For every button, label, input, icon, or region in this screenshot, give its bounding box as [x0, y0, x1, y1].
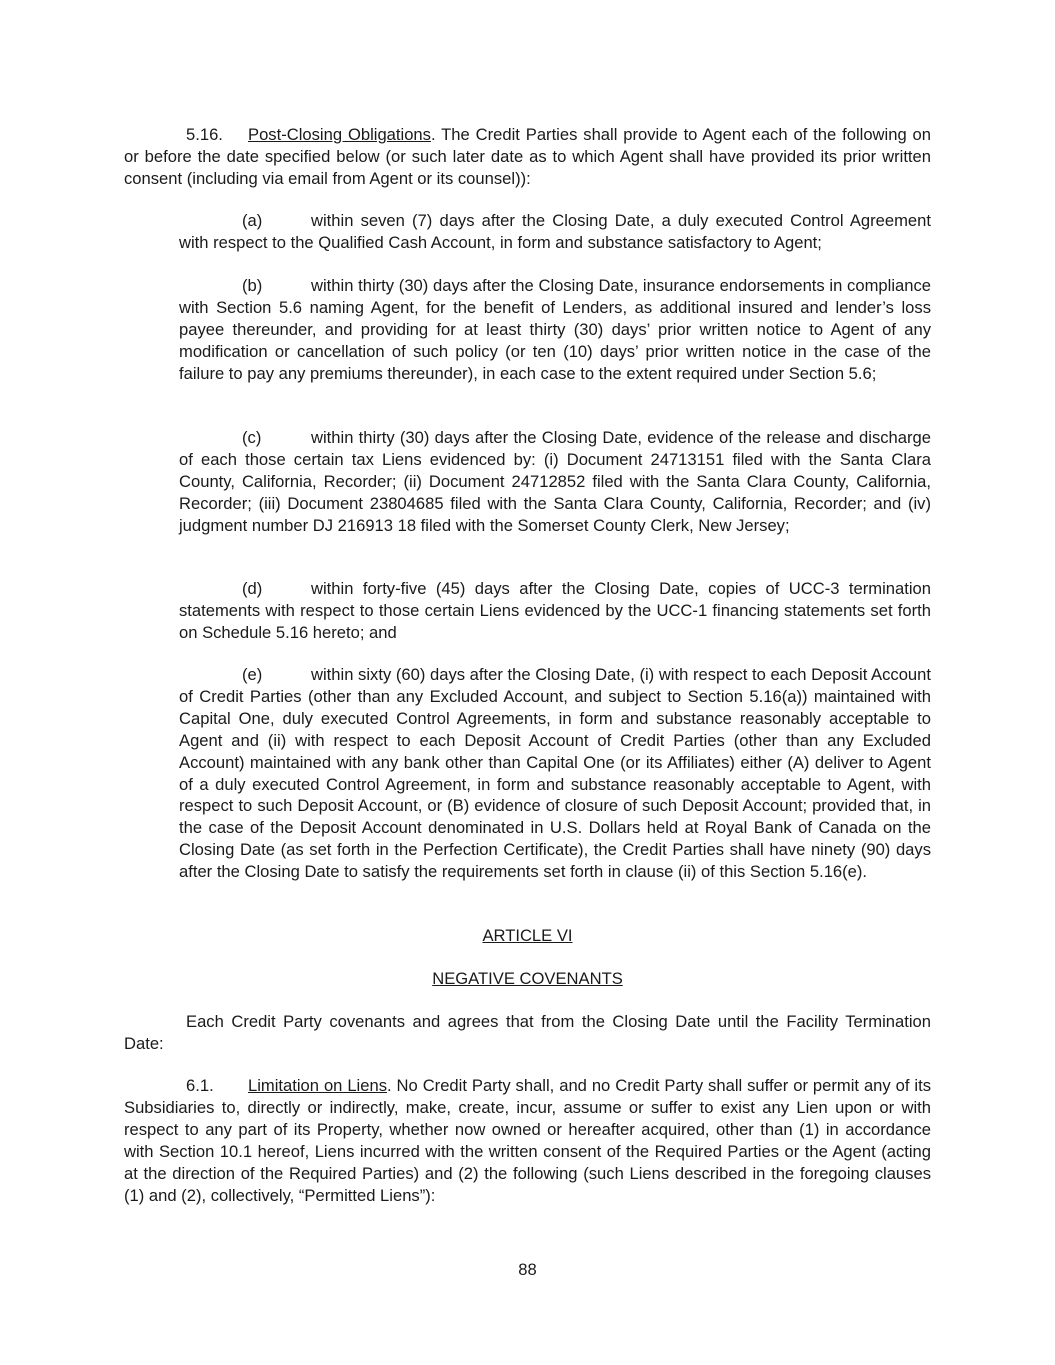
- clause-e: [179, 664, 931, 883]
- clause-text: within seven (7) days after the Closing Date, a duly executed Control Agreement with respect to the Qualified Cash Account, in form and substance satisfactory to Agent;: [179, 211, 931, 252]
- clause-label: (a): [242, 211, 263, 230]
- article-subtitle: NEGATIVE COVENANTS: [432, 969, 623, 988]
- section-heading: Limitation on Liens: [248, 1076, 388, 1095]
- clause-text: within thirty (30) days after the Closing Date, evidence of the release and discharge of each those certain tax Liens evidenced by: (i) Document 24713151 filed with the Santa Clara County, California, Recorder; (ii) Document 24712852 filed with the Santa Clara County, California, Recorder; (iii) Document 23804685 filed with the Santa Clara County, California, Recorder; and (iv) judgment number DJ 216913 18 filed with the Somerset County Clerk, New Jersey;: [179, 428, 931, 535]
- clause-text: within thirty (30) days after the Closing Date, insurance endorsements in compliance with Section 5.6 naming Agent, for the benefit of Lenders, as additional insured and lender’s loss payee thereunder, and providing for at least thirty (30) days’ prior written notice to Agent of any modification or cancellation of such policy (or ten (10) days’ prior written notice in the case of the failure to pay any premiums thereunder), in each case to the extent required under Section 5.6;: [179, 276, 931, 383]
- clause-text: within sixty (60) days after the Closing Date, (i) with respect to each Deposit Account of Credit Parties (other than any Excluded Account, and subject to Section 5.16(a)) maintained with Capital One, duly executed Control Agreements, in form and substance reasonably acceptable to Agent and (ii) with respect to each Deposit Account of Credit Parties (other than any Excluded Account) maintained with any bank other than Capital One (or its Affiliates) either (A) deliver to Agent of a duly executed Control Agreement, in form and substance reasonably acceptable to Agent, with respect to such Deposit Account, or (B) evidence of closure of such Deposit Account; provided that, in the case of the Deposit Account denominated in U.S. Dollars held at Royal Bank of Canada on the Closing Date (as set forth in the Perfection Certificate), the Credit Parties shall have ninety (90) days after the Closing Date to satisfy the requirements set forth in clause (ii) of this Section 5.16(e).: [179, 665, 931, 882]
- page-number: 88: [518, 1260, 537, 1279]
- clause-c: [179, 427, 931, 537]
- clause-d: [179, 578, 931, 644]
- article-title: ARTICLE VI: [482, 926, 573, 945]
- section-text: . The Credit Parties shall provide to Agent each of the following on or before the date specified below (or such later date as to which Agent shall have provided its prior written consent (including via email from Agent or its counsel)):: [124, 125, 932, 188]
- section-6-1: [124, 1075, 931, 1206]
- clause-label: (b): [242, 276, 263, 295]
- clause-label: (c): [242, 428, 262, 447]
- article-intro: [124, 1011, 931, 1055]
- clause-text: within forty-five (45) days after the Closing Date, copies of UCC-3 termination statements with respect to those certain Liens evidenced by the UCC-1 financing statements set forth on Schedule 5.16 hereto; and: [179, 579, 931, 642]
- section-number: 5.16.: [186, 125, 223, 144]
- section-5-16: [124, 124, 931, 190]
- section-heading: Post-Closing Obligations: [248, 125, 431, 144]
- section-number: 6.1.: [186, 1076, 214, 1095]
- clause-label: (e): [242, 665, 263, 684]
- clause-label: (d): [242, 579, 263, 598]
- clause-b: [179, 275, 931, 385]
- section-text: . No Credit Party shall, and no Credit Party shall suffer or permit any of its Subsidiaries to, directly or indirectly, make, create, incur, assume or suffer to exist any Lien upon or with respect to any part of its Property, whether now owned or hereafter acquired, other than (1) in accordance with Section 10.1 hereof, Liens incurred with the written consent of the Required Parties or the Agent (acting at the direction of the Required Parties) and (2) the following (such Liens described in the foregoing clauses (1) and (2), collectively, “Permitted Liens”):: [124, 1076, 932, 1205]
- intro-text: Each Credit Party covenants and agrees that from the Closing Date until the Facility Termination Date:: [124, 1012, 931, 1053]
- clause-a: [179, 210, 931, 254]
